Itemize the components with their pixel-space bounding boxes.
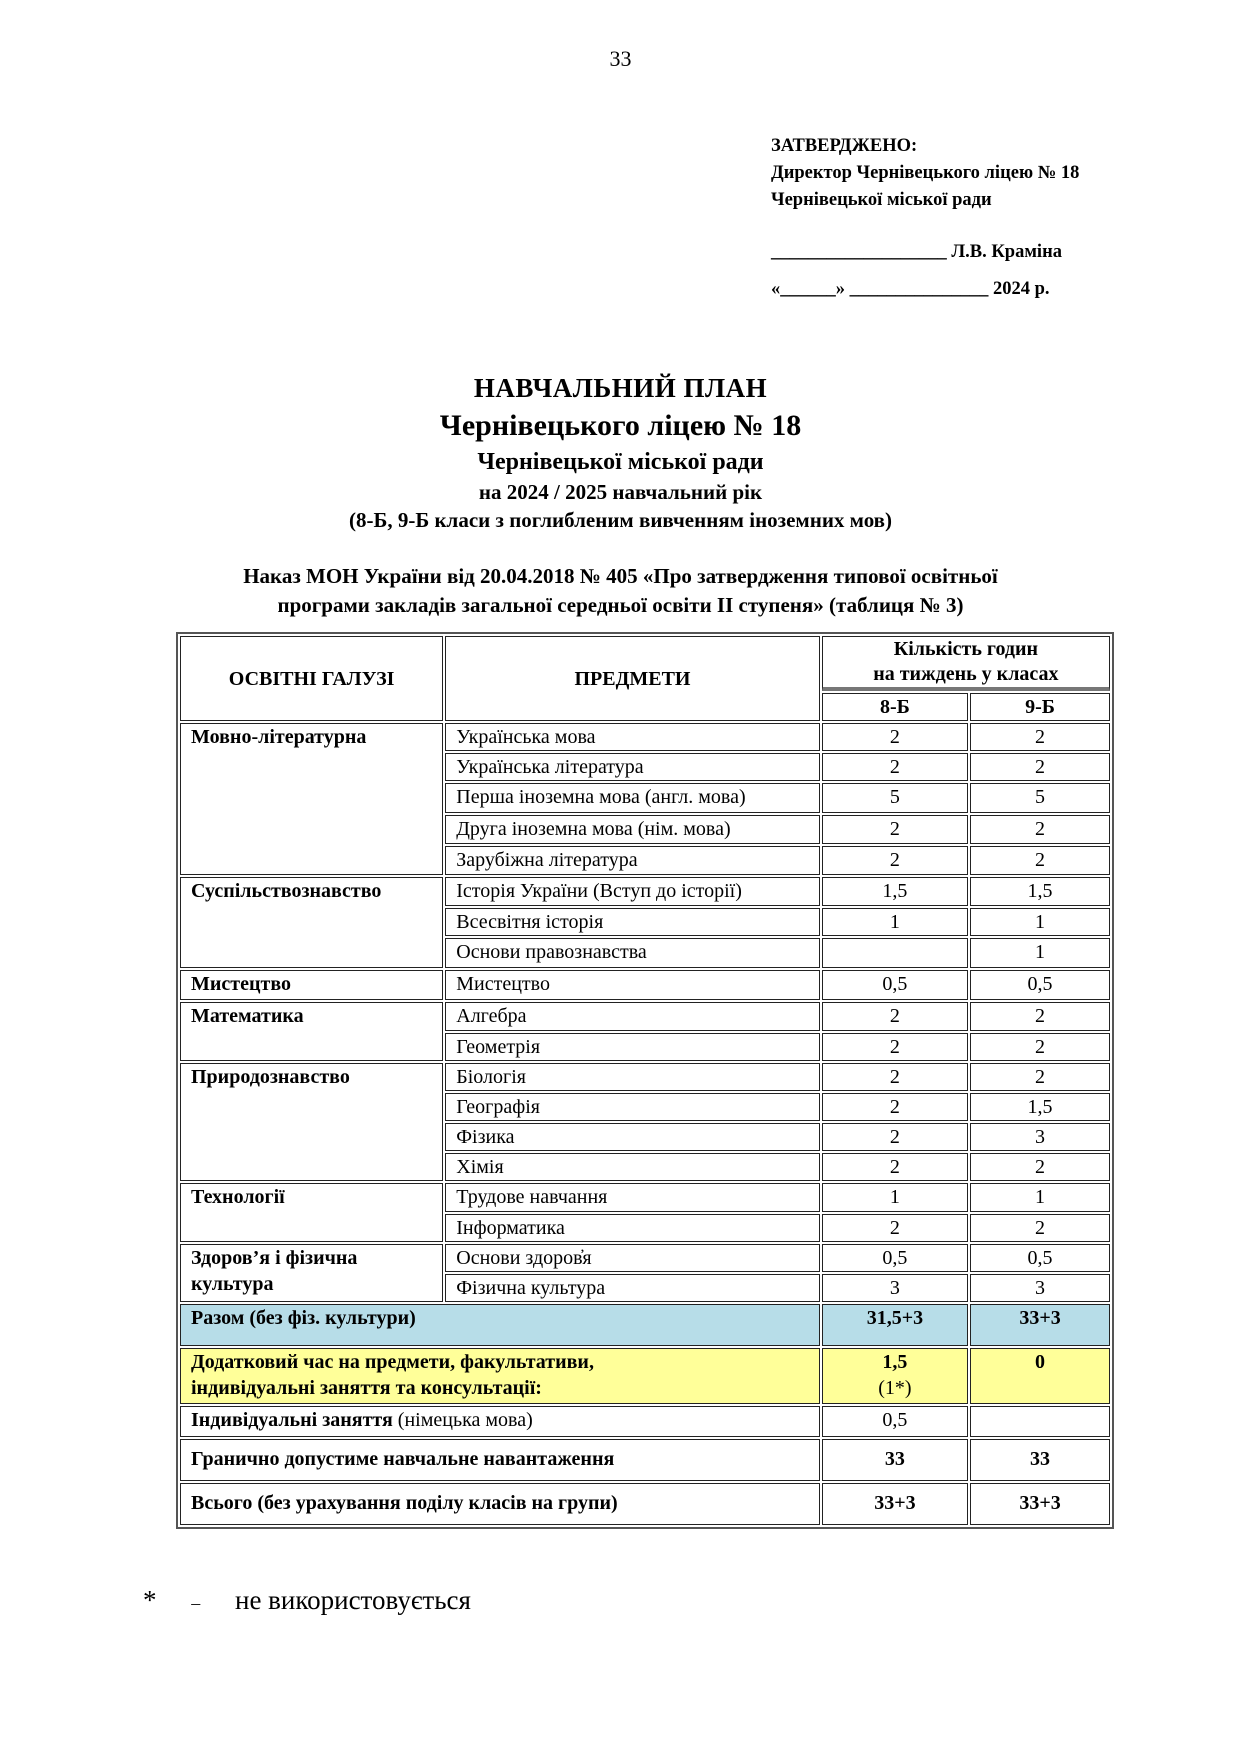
hours-9b-cell: 2 <box>970 846 1110 875</box>
hours-9b-cell: 2 <box>970 1214 1110 1242</box>
hours-9b-cell: 1 <box>970 908 1110 936</box>
approval-block <box>771 133 1079 303</box>
hours-8b-cell: 2 <box>822 1214 968 1242</box>
hours-8b-cell: 2 <box>822 1153 968 1181</box>
summary-label: Додатковий час на предмети, факультативи, індивідуальні заняття та консультації: <box>180 1348 820 1404</box>
hours-8b-cell: 3 <box>822 1274 968 1302</box>
footnote-mark: * <box>143 1585 157 1615</box>
hours-9b-cell: 2 <box>970 1002 1110 1031</box>
ministry-order <box>0 562 1241 620</box>
subject-cell: Географія <box>445 1093 820 1121</box>
summary-8b-cell <box>822 1348 968 1404</box>
summary-8b-cell: 0,5 <box>822 1406 968 1437</box>
footnote <box>143 1585 471 1616</box>
hours-9b-cell: 1 <box>970 1183 1110 1212</box>
header-hours <box>822 636 1110 691</box>
hours-9b-cell: 0,5 <box>970 1244 1110 1272</box>
approval-position: Директор Чернівецького ліцею № 18 <box>771 163 1080 183</box>
hours-8b-cell: 1 <box>822 908 968 936</box>
approval-date: «______» _______________ 2024 р. <box>771 279 1050 299</box>
subject-cell: Хімія <box>445 1153 820 1181</box>
summary-row-max-load <box>180 1439 1110 1481</box>
table-row <box>180 877 1110 906</box>
hours-9b-cell: 1,5 <box>970 1093 1110 1121</box>
title-line-2: Чернівецького ліцею № 18 <box>439 409 802 442</box>
hours-8b-cell: 0,5 <box>822 1244 968 1272</box>
summary-8b-value: 1,5 <box>882 1351 908 1373</box>
hours-8b-cell: 2 <box>822 1093 968 1121</box>
hours-8b-cell: 1 <box>822 1183 968 1212</box>
hours-8b-cell: 2 <box>822 1123 968 1151</box>
subject-cell: Основи здоров̓я <box>445 1244 820 1272</box>
approval-heading: ЗАТВЕРДЖЕНО: <box>771 136 918 156</box>
table-row <box>180 723 1110 751</box>
hours-8b-cell: 5 <box>822 783 968 813</box>
summary-8b-cell: 33+3 <box>822 1483 968 1525</box>
hours-9b-cell: 1 <box>970 938 1110 968</box>
summary-label: Разом (без фіз. культури) <box>180 1304 820 1346</box>
order-line-1: Наказ МОН України від 20.04.2018 № 405 «Про затвердження типової освітньої <box>243 564 998 588</box>
subject-cell: Фізика <box>445 1123 820 1151</box>
title-line-1: НАВЧАЛЬНИЙ ПЛАН <box>473 373 768 403</box>
header-subjects: ПРЕДМЕТИ <box>445 636 820 721</box>
hours-8b-cell: 2 <box>822 723 968 751</box>
hours-8b-cell: 2 <box>822 846 968 875</box>
hours-8b-cell: 2 <box>822 1002 968 1031</box>
summary-row-grand-total <box>180 1483 1110 1525</box>
table-row <box>180 1002 1110 1031</box>
hours-9b-cell: 3 <box>970 1274 1110 1302</box>
header-area: ОСВІТНІ ГАЛУЗІ <box>180 636 443 721</box>
hours-9b-cell: 2 <box>970 723 1110 751</box>
table-row <box>180 970 1110 1000</box>
summary-label: Гранично допустиме навчальне навантаження <box>180 1439 820 1481</box>
header-class-8b: 8-Б <box>822 693 968 721</box>
document-title <box>0 370 1241 534</box>
hours-8b-cell: 2 <box>822 753 968 781</box>
hours-8b-cell: 0,5 <box>822 970 968 1000</box>
hours-9b-cell: 3 <box>970 1123 1110 1151</box>
hours-9b-cell: 2 <box>970 815 1110 844</box>
title-line-5: (8-Б, 9-Б класи з поглибленим вивченням іноземних мов) <box>348 508 893 532</box>
hours-9b-cell: 5 <box>970 783 1110 813</box>
header-class-9b: 9-Б <box>970 693 1110 721</box>
hours-8b-cell: 1,5 <box>822 877 968 906</box>
subject-cell: Всесвітня історія <box>445 908 820 936</box>
hours-9b-cell: 2 <box>970 753 1110 781</box>
summary-row-extra <box>180 1348 1110 1404</box>
subject-cell: Основи правознавства <box>445 938 820 968</box>
subject-cell: Мистецтво <box>445 970 820 1000</box>
hours-8b-cell: 2 <box>822 815 968 844</box>
area-cell: Здоров’я і фізична культура <box>180 1244 443 1302</box>
subject-cell: Українська література <box>445 753 820 781</box>
footnote-dash: – <box>191 1593 201 1613</box>
hours-8b-cell: 2 <box>822 1063 968 1091</box>
table-row <box>180 1244 1110 1272</box>
summary-row-individual <box>180 1406 1110 1437</box>
subject-cell: Друга іноземна мова (нім. мова) <box>445 815 820 844</box>
subject-cell: Перша іноземна мова (англ. мова) <box>445 783 820 813</box>
hours-9b-cell: 2 <box>970 1033 1110 1061</box>
summary-label: Всього (без урахування поділу класів на групи) <box>180 1483 820 1525</box>
hours-9b-cell: 2 <box>970 1063 1110 1091</box>
subject-cell: Інформатика <box>445 1214 820 1242</box>
hours-9b-cell: 1,5 <box>970 877 1110 906</box>
approval-signature: ___________________ Л.В. Краміна <box>771 242 1062 262</box>
curriculum-table <box>176 632 1114 1529</box>
summary-9b-cell: 33+3 <box>970 1483 1110 1525</box>
subject-cell: Трудове навчання <box>445 1183 820 1212</box>
summary-9b-cell <box>970 1406 1110 1437</box>
subject-cell: Алгебра <box>445 1002 820 1031</box>
approval-organization: Чернівецької міської ради <box>771 190 992 210</box>
subject-cell: Геометрія <box>445 1033 820 1061</box>
hours-8b-cell <box>822 938 968 968</box>
table-row <box>180 1063 1110 1091</box>
area-cell: Мовно-літературна <box>180 723 443 875</box>
subject-cell: Історія України (Вступ до історії) <box>445 877 820 906</box>
area-cell: Математика <box>180 1002 443 1061</box>
summary-8b-note: (1*) <box>878 1377 912 1399</box>
summary-9b-cell: 33 <box>970 1439 1110 1481</box>
summary-label-rest: (німецька мова) <box>392 1409 533 1431</box>
summary-8b-cell: 33 <box>822 1439 968 1481</box>
area-cell: Природознавство <box>180 1063 443 1181</box>
summary-9b-cell: 0 <box>970 1348 1110 1404</box>
summary-8b-cell: 31,5+3 <box>822 1304 968 1346</box>
page-number: 33 <box>609 46 632 71</box>
area-cell: Мистецтво <box>180 970 443 1000</box>
summary-label-bold: Індивідуальні заняття <box>191 1409 393 1431</box>
table-row <box>180 1183 1110 1212</box>
header-hours-line2: на тиждень у класах <box>873 663 1059 685</box>
order-line-2: програми закладів загальної середньої освіти ІІ ступеня» (таблиця № 3) <box>277 593 964 617</box>
title-line-3: Чернівецької міської ради <box>477 449 764 475</box>
hours-9b-cell: 0,5 <box>970 970 1110 1000</box>
subject-cell: Українська мова <box>445 723 820 751</box>
header-hours-line1: Кількість годин <box>893 638 1039 660</box>
area-cell: Суспільствознавство <box>180 877 443 968</box>
summary-row-total <box>180 1304 1110 1346</box>
hours-8b-cell: 2 <box>822 1033 968 1061</box>
hours-9b-cell: 2 <box>970 1153 1110 1181</box>
subject-cell: Фізична культура <box>445 1274 820 1302</box>
summary-9b-cell: 33+3 <box>970 1304 1110 1346</box>
footnote-text: не використовується <box>235 1585 471 1615</box>
subject-cell: Зарубіжна література <box>445 846 820 875</box>
title-line-4: на 2024 / 2025 навчальний рік <box>478 480 763 504</box>
subject-cell: Біологія <box>445 1063 820 1091</box>
summary-label <box>180 1406 820 1437</box>
area-cell: Технології <box>180 1183 443 1242</box>
